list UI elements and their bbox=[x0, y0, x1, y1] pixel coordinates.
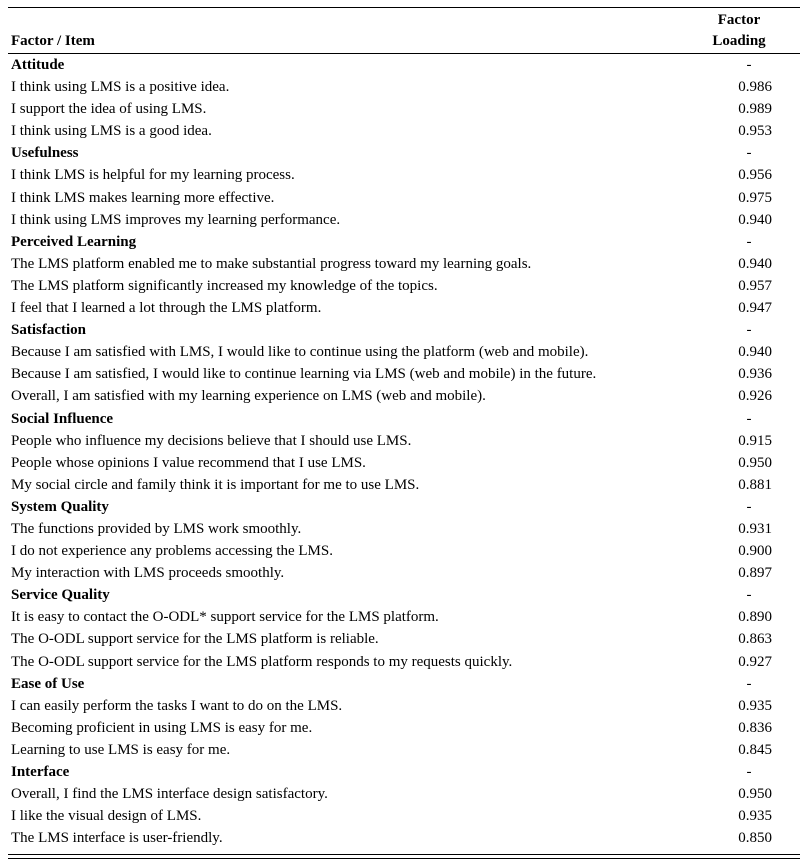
table-row bbox=[0, 209, 800, 231]
item-text: My interaction with LMS proceeds smoothly. bbox=[11, 565, 285, 582]
item-loading: 0.940 bbox=[738, 344, 772, 361]
header-loading-line2: Loading bbox=[712, 33, 766, 49]
item-loading: 0.947 bbox=[738, 300, 772, 317]
group-name: Attitude bbox=[11, 57, 65, 73]
item-loading: 0.897 bbox=[738, 565, 772, 582]
item-loading: 0.950 bbox=[738, 454, 772, 471]
item-text: I think LMS makes learning more effective. bbox=[11, 189, 275, 206]
group-marker: - bbox=[746, 587, 752, 604]
table-row bbox=[0, 474, 800, 496]
item-loading: 0.956 bbox=[738, 167, 772, 184]
table-row bbox=[0, 518, 800, 540]
header-factor-loading bbox=[694, 10, 784, 52]
group-name: Service Quality bbox=[11, 587, 110, 604]
group-name: Satisfaction bbox=[11, 322, 86, 339]
group-marker: - bbox=[746, 675, 752, 692]
group-name: Social Influence bbox=[11, 410, 114, 427]
group-name: System Quality bbox=[11, 498, 109, 515]
group-name: Usefulness bbox=[11, 145, 79, 162]
item-loading: 0.900 bbox=[738, 543, 772, 560]
item-loading: 0.845 bbox=[738, 741, 772, 758]
item-loading: 0.890 bbox=[738, 609, 772, 626]
group-row bbox=[0, 142, 800, 164]
group-row bbox=[0, 319, 800, 341]
table-row bbox=[0, 783, 800, 805]
item-loading: 0.936 bbox=[738, 366, 772, 383]
item-loading: 0.915 bbox=[738, 432, 772, 449]
item-loading: 0.931 bbox=[738, 520, 772, 537]
item-text: I like the visual design of LMS. bbox=[11, 808, 202, 825]
group-name: Ease of Use bbox=[11, 675, 85, 692]
group-marker: - bbox=[746, 410, 752, 427]
item-loading: 0.881 bbox=[738, 476, 772, 493]
item-text: I feel that I learned a lot through the LMS platform. bbox=[11, 300, 322, 317]
table-row bbox=[0, 120, 800, 142]
table-bottom-rule-2 bbox=[8, 858, 800, 859]
table-row bbox=[0, 76, 800, 98]
group-marker: - bbox=[746, 57, 752, 73]
item-text: My social circle and family think it is important for me to use LMS. bbox=[11, 476, 420, 493]
item-loading: 0.863 bbox=[738, 631, 772, 648]
item-loading: 0.953 bbox=[738, 123, 772, 140]
table-row bbox=[0, 187, 800, 209]
item-text: I can easily perform the tasks I want to do on the LMS. bbox=[11, 697, 343, 714]
table-row bbox=[0, 385, 800, 407]
group-marker: - bbox=[746, 764, 752, 780]
table-row bbox=[0, 98, 800, 120]
table-row bbox=[0, 739, 800, 761]
item-text: Because I am satisfied with LMS, I would like to continue using the platform (web and mobile). bbox=[11, 344, 589, 361]
item-loading: 0.975 bbox=[738, 189, 772, 206]
table-row bbox=[0, 164, 800, 186]
table-row bbox=[0, 651, 800, 673]
table-row bbox=[0, 363, 800, 385]
item-loading: 0.940 bbox=[738, 211, 772, 228]
group-marker: - bbox=[746, 145, 752, 162]
item-loading: 0.989 bbox=[738, 101, 772, 118]
table-row bbox=[0, 275, 800, 297]
table-row bbox=[0, 430, 800, 452]
table-row bbox=[0, 452, 800, 474]
item-text: Because I am satisfied, I would like to continue learning via LMS (web and mobile) in the future. bbox=[11, 366, 597, 383]
table-row bbox=[0, 805, 800, 827]
item-text: I do not experience any problems accessing the LMS. bbox=[11, 543, 333, 560]
table-row bbox=[0, 540, 800, 562]
item-loading: 0.950 bbox=[738, 786, 772, 803]
item-text: Learning to use LMS is easy for me. bbox=[11, 741, 231, 758]
item-loading: 0.926 bbox=[738, 388, 772, 405]
item-text: The LMS platform significantly increased my knowledge of the topics. bbox=[11, 277, 438, 294]
item-text: The LMS interface is user-friendly. bbox=[11, 830, 223, 847]
table-row bbox=[0, 827, 800, 849]
table-top-rule bbox=[8, 7, 800, 8]
item-text: The functions provided by LMS work smoothly. bbox=[11, 520, 302, 537]
item-text: Overall, I find the LMS interface design satisfactory. bbox=[11, 786, 328, 803]
item-loading: 0.850 bbox=[738, 830, 772, 847]
item-loading: 0.986 bbox=[738, 79, 772, 96]
table-row bbox=[0, 341, 800, 363]
item-text: I think using LMS is a good idea. bbox=[11, 123, 212, 140]
group-row bbox=[0, 496, 800, 518]
item-text: Overall, I am satisfied with my learning experience on LMS (web and mobile). bbox=[11, 388, 486, 405]
item-text: I think using LMS is a positive idea. bbox=[11, 79, 230, 96]
item-text: The O-ODL support service for the LMS platform is reliable. bbox=[11, 631, 379, 648]
header-loading-line1: Factor bbox=[717, 12, 761, 28]
table-row bbox=[0, 717, 800, 739]
group-row bbox=[0, 408, 800, 430]
item-text: The O-ODL support service for the LMS platform responds to my requests quickly. bbox=[11, 653, 513, 670]
item-text: I think LMS is helpful for my learning process. bbox=[11, 167, 295, 184]
item-text: People who influence my decisions believe that I should use LMS. bbox=[11, 432, 412, 449]
item-text: Becoming proficient in using LMS is easy for me. bbox=[11, 719, 313, 736]
item-loading: 0.957 bbox=[738, 277, 772, 294]
item-text: The LMS platform enabled me to make substantial progress toward my learning goals. bbox=[11, 255, 532, 272]
group-row bbox=[0, 54, 800, 76]
item-loading: 0.935 bbox=[738, 697, 772, 714]
table-body bbox=[0, 54, 800, 849]
item-loading: 0.836 bbox=[738, 719, 772, 736]
item-text: It is easy to contact the O-ODL* support service for the LMS platform. bbox=[11, 609, 439, 626]
group-marker: - bbox=[746, 233, 752, 250]
table-row bbox=[0, 695, 800, 717]
table-row bbox=[0, 628, 800, 650]
group-row bbox=[0, 231, 800, 253]
item-text: I think using LMS improves my learning performance. bbox=[11, 211, 341, 228]
group-marker: - bbox=[746, 498, 752, 515]
item-loading: 0.927 bbox=[738, 653, 772, 670]
group-row bbox=[0, 584, 800, 606]
table-row bbox=[0, 253, 800, 275]
group-name: Perceived Learning bbox=[11, 233, 137, 250]
header-factor-item: Factor / Item bbox=[11, 33, 95, 49]
item-text: I support the idea of using LMS. bbox=[11, 101, 207, 118]
group-name: Interface bbox=[11, 764, 70, 780]
table-bottom-rule bbox=[8, 854, 800, 855]
table-row bbox=[0, 562, 800, 584]
item-text: People whose opinions I value recommend that I use LMS. bbox=[11, 454, 366, 471]
group-marker: - bbox=[746, 322, 752, 339]
group-row bbox=[0, 673, 800, 695]
table-row bbox=[0, 297, 800, 319]
item-loading: 0.935 bbox=[738, 808, 772, 825]
table-row bbox=[0, 606, 800, 628]
item-loading: 0.940 bbox=[738, 255, 772, 272]
group-row bbox=[0, 761, 800, 783]
